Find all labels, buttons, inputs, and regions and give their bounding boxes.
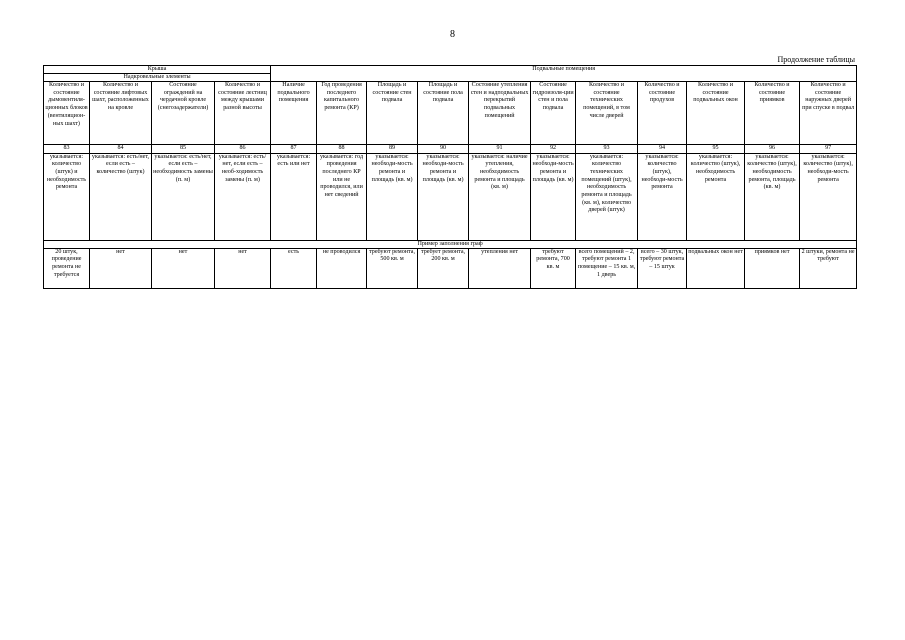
instruction-cell: указывается: количество (штук) и необходимость ремонта	[44, 153, 90, 240]
example-cell: подвальных окон нет	[687, 248, 745, 288]
column-header: Количество и состояние технических помещений, в том числе дверей	[576, 82, 638, 145]
example-cell: нет	[90, 248, 152, 288]
column-header: Год проведения последнего капитального ремонта (КР)	[317, 82, 367, 145]
column-header: Наличие подвального помещения	[271, 82, 317, 145]
column-number: 95	[687, 145, 745, 154]
column-header: Состояние гидроизоля-ции стен и пола подвала	[531, 82, 576, 145]
example-cell: нет	[152, 248, 215, 288]
data-table	[43, 65, 857, 289]
instruction-cell: указывается: необходи-мость ремонта и площадь (кв. м)	[418, 153, 469, 240]
example-cell: 2 штуки, ремонта не требуют	[800, 248, 857, 288]
example-cell: всего – 30 штук, требуют ремонта – 15 штук	[638, 248, 687, 288]
column-header: Количество и состояние лестниц между крышами разной высоты	[215, 82, 271, 145]
column-header: Состояние утепления стен и надподвальных перекрытий подвальных помещений	[469, 82, 531, 145]
example-cell: требует ремонта, 200 кв. м	[418, 248, 469, 288]
table-row	[44, 153, 857, 240]
column-number: 96	[745, 145, 800, 154]
example-cell: не проводился	[317, 248, 367, 288]
continuation-label: Продолжение таблицы	[777, 55, 855, 64]
column-number: 83	[44, 145, 90, 154]
section-example: Пример заполнения граф	[44, 240, 857, 248]
column-header: Количество и состояние продухов	[638, 82, 687, 145]
instruction-cell: указывается: есть/нет, если есть – необходимость замены (п. м)	[152, 153, 215, 240]
column-number: 90	[418, 145, 469, 154]
column-header: Состояние ограждений на чердачной кровле (снегозадержатели)	[152, 82, 215, 145]
column-header: Площадь и состояние стен подвала	[367, 82, 418, 145]
example-cell: утепления нет	[469, 248, 531, 288]
instruction-cell: указывается: год проведения последнего КР или не проводился, или нет сведений	[317, 153, 367, 240]
column-number: 87	[271, 145, 317, 154]
column-number: 94	[638, 145, 687, 154]
column-number: 84	[90, 145, 152, 154]
page-number: 8	[450, 29, 455, 40]
column-number: 88	[317, 145, 367, 154]
example-cell: всего помещений – 2, требуют ремонта 1 помещение – 15 кв. м, 1 дверь	[576, 248, 638, 288]
instruction-cell: указывается: необходи-мость ремонта и площадь (кв. м)	[367, 153, 418, 240]
column-header: Количество и состояние дымовентиля-ционных блоков (вентиляцион-ных шахт)	[44, 82, 90, 145]
instruction-cell: указывается: количество технических помещений (штук), необходимость ремонта и площадь (кв. м), количество дверей (штук)	[576, 153, 638, 240]
instruction-cell: указывается: есть/нет, если есть – количество (штук)	[90, 153, 152, 240]
section-above-roof: Надкровельные элементы	[44, 74, 271, 82]
example-cell: приямков нет	[745, 248, 800, 288]
column-number: 93	[576, 145, 638, 154]
column-number: 89	[367, 145, 418, 154]
instruction-cell: указывается: есть или нет	[271, 153, 317, 240]
column-number: 85	[152, 145, 215, 154]
example-cell: есть	[271, 248, 317, 288]
instruction-cell: указывается: наличие утепления, необходимость ремонта и площадь (кв. м)	[469, 153, 531, 240]
example-cell: требуют ремонта, 500 кв. м	[367, 248, 418, 288]
column-header: Количество и состояние лифтовых шахт, расположенных на кровле	[90, 82, 152, 145]
instruction-cell: указывается: есть/нет, если есть – необ-ходимость замены (п. м)	[215, 153, 271, 240]
table-row	[44, 145, 857, 154]
column-number: 92	[531, 145, 576, 154]
column-header: Количество и состояние наружных дверей при спуске в подвал	[800, 82, 857, 145]
section-basement: Подвальные помещения	[271, 66, 857, 82]
column-number: 86	[215, 145, 271, 154]
example-cell: нет	[215, 248, 271, 288]
table-row	[44, 82, 857, 145]
example-cell: 20 штук, проведение ремонта не требуется	[44, 248, 90, 288]
column-header: Количество и состояние приямков	[745, 82, 800, 145]
instruction-cell: указывается: количество (штук), необходимость ремонта, площадь (кв. м)	[745, 153, 800, 240]
column-header: Количество и состояние подвальных окон	[687, 82, 745, 145]
table-row	[44, 248, 857, 288]
section-roof: Крыша	[44, 66, 271, 74]
instruction-cell: указывается: количество (штук), необходимость ремонта	[687, 153, 745, 240]
column-header: Площадь и состояние пола подвала	[418, 82, 469, 145]
example-cell: требуют ремонта, 700 кв. м	[531, 248, 576, 288]
instruction-cell: указывается: количество (штук), необходи-мость ремонта	[800, 153, 857, 240]
instruction-cell: указывается: количество (штук), необходи-мость ремонта	[638, 153, 687, 240]
column-number: 91	[469, 145, 531, 154]
instruction-cell: указывается: необходи-мость ремонта и площадь (кв. м)	[531, 153, 576, 240]
column-number: 97	[800, 145, 857, 154]
